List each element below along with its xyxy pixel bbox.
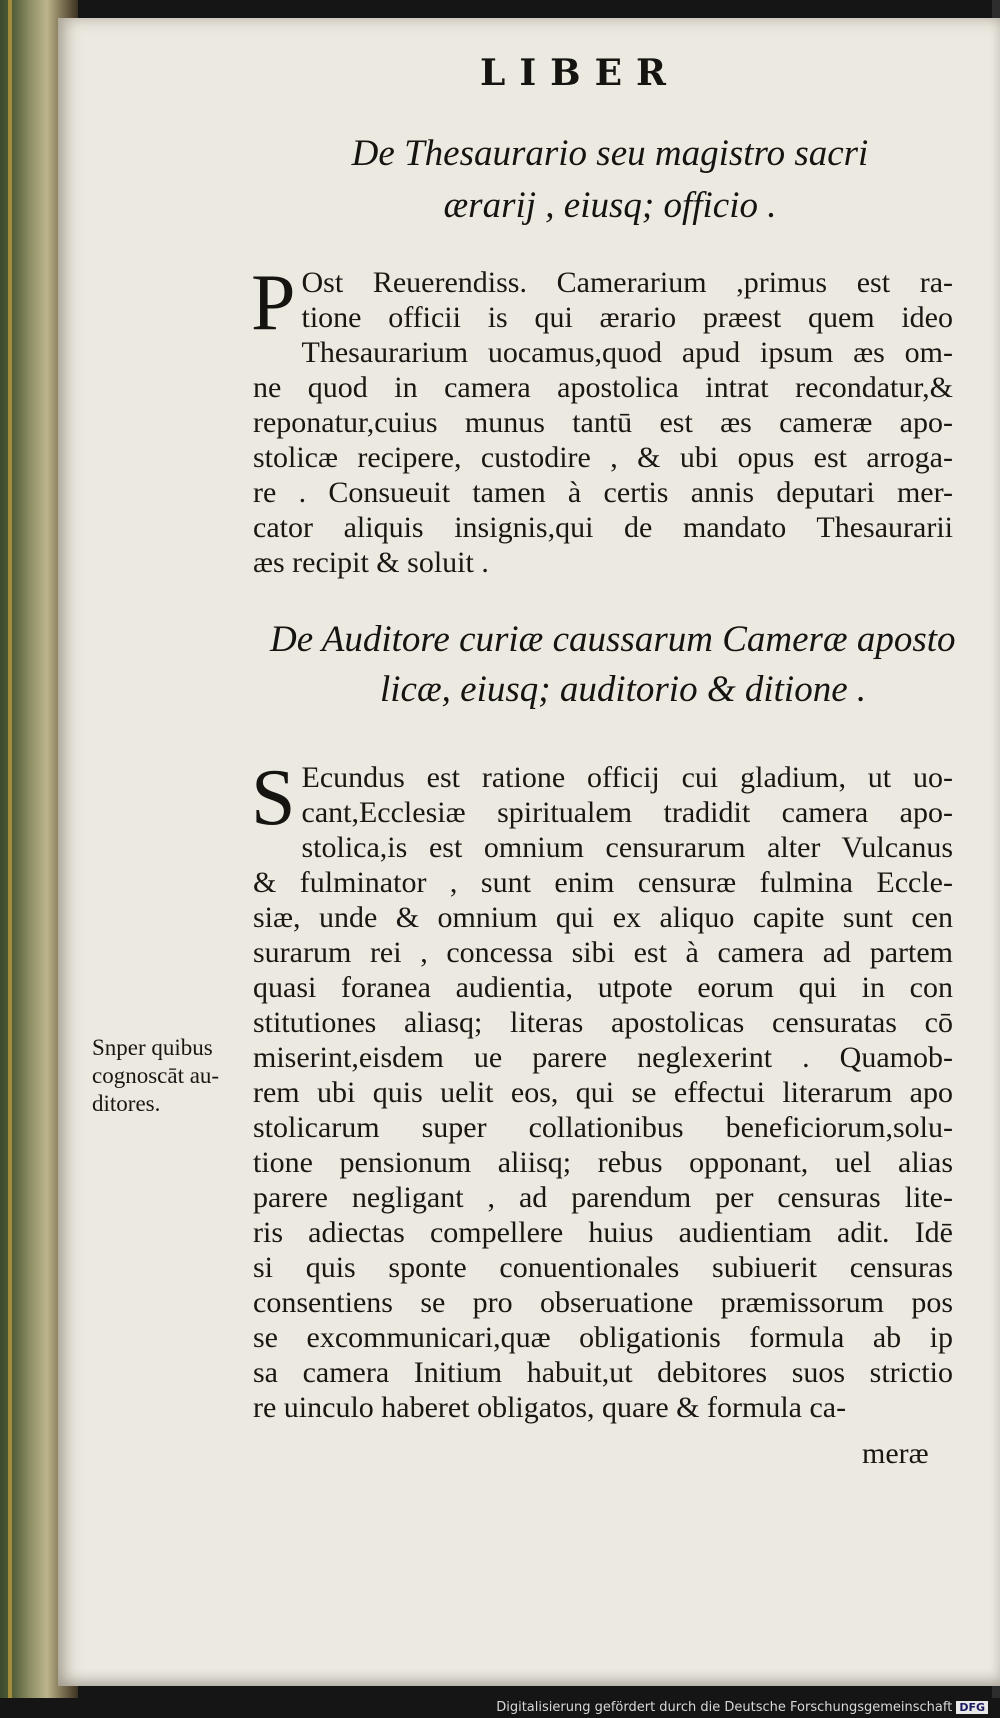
- text-line: surarum rei , concessa sibi est à camera ad partem: [253, 936, 953, 969]
- text-line: æs recipit & soluit .: [253, 546, 489, 579]
- text-line: stolicarum super collationibus beneficiorum,solu-: [253, 1111, 953, 1144]
- margin-note: [92, 1034, 262, 1118]
- text-line: stolica,is est omnium censurarum alter Vulcanus: [301, 831, 953, 864]
- text-line: sa camera Initium habuit,ut debitores suos strictio: [253, 1356, 953, 1389]
- text-line: miserint,eisdem ue parere neglexerint . Quamob-: [253, 1041, 953, 1074]
- section2-body: [251, 754, 953, 1425]
- catchword: meræ: [862, 1437, 929, 1470]
- text-line: rem ubi quis uelit eos, qui se effectui literarum apo: [253, 1076, 953, 1109]
- running-head: LIBER: [480, 52, 680, 94]
- text-line: quasi foranea audientia, utpote eorum qui in con: [253, 971, 953, 1004]
- text-line: re . Consueuit tamen à certis annis deputari mer-: [253, 476, 953, 509]
- section2-title-line2: licæ, eiusq; auditorio & ditione .: [380, 669, 867, 710]
- text-line: ne quod in camera apostolica intrat recondatur,&: [253, 371, 953, 404]
- text-line: parere negligant , ad parendum per censuras lite-: [253, 1181, 953, 1214]
- binding-strip: [8, 0, 12, 1700]
- text-line: Thesaurarium uocamus,quod apud ipsum æs om-: [301, 336, 953, 369]
- text-line: stitutiones aliasq; literas apostolicas censuratas cō: [253, 1006, 953, 1039]
- section1-title-line1: De Thesaurario seu magistro sacri: [351, 133, 869, 174]
- text-line: re uinculo haberet obligatos, quare & formula ca-: [253, 1391, 847, 1424]
- text-line: Ecundus est ratione officij cui gladium, ut uo-: [301, 761, 953, 794]
- text-line: stolicæ recipere, custodire , & ubi opus est arroga-: [253, 441, 953, 474]
- text-line: tione pensionum aliisq; rebus opponant, uel alias: [253, 1146, 953, 1179]
- section1-dropcap: P: [251, 259, 296, 347]
- margin-note-line: ditores.: [92, 1091, 161, 1116]
- section1-body: [251, 259, 953, 580]
- text-line: cant,Ecclesiæ spiritualem tradidit camera apo-: [301, 796, 953, 829]
- section1-title-line2: ærarij , eiusq; officio .: [443, 185, 777, 226]
- text-line: siæ, unde & omnium qui ex aliquo capite sunt cen: [253, 901, 953, 934]
- margin-note-line: Snper quibus: [92, 1035, 213, 1060]
- footer-text: Digitalisierung gefördert durch die Deutsche Forschungsgemeinschaft: [496, 1700, 953, 1715]
- text-line: tione officii is qui ærario præest quem ideo: [301, 301, 953, 334]
- text-line: & fulminator , sunt enim censuræ fulmina Eccle-: [253, 866, 953, 899]
- text-line: ris adiectas compellere huius audientiam adit. Idē: [253, 1216, 953, 1249]
- text-line: Ost Reuerendiss. Camerarium ,primus est ra-: [301, 266, 953, 299]
- text-line: si quis sponte conuentionales subiuerit censuras: [253, 1251, 953, 1284]
- text-line: consentiens se pro obseruatione præmissorum pos: [253, 1286, 953, 1319]
- section2-dropcap: S: [251, 754, 296, 842]
- text-line: reponatur,cuius munus tantū est æs cameræ apo-: [253, 406, 953, 439]
- section2-title-line1: De Auditore curiæ caussarum Cameræ aposto: [270, 619, 956, 660]
- text-line: cator aliquis insignis,qui de mandato Thesaurarii: [253, 511, 953, 544]
- margin-note-line: cognoscāt au-: [92, 1063, 220, 1088]
- digitization-footer: [0, 1698, 1000, 1718]
- text-line: se excommunicari,quæ obligationis formula ab ip: [253, 1321, 953, 1354]
- dfg-logo: DFG: [956, 1701, 988, 1714]
